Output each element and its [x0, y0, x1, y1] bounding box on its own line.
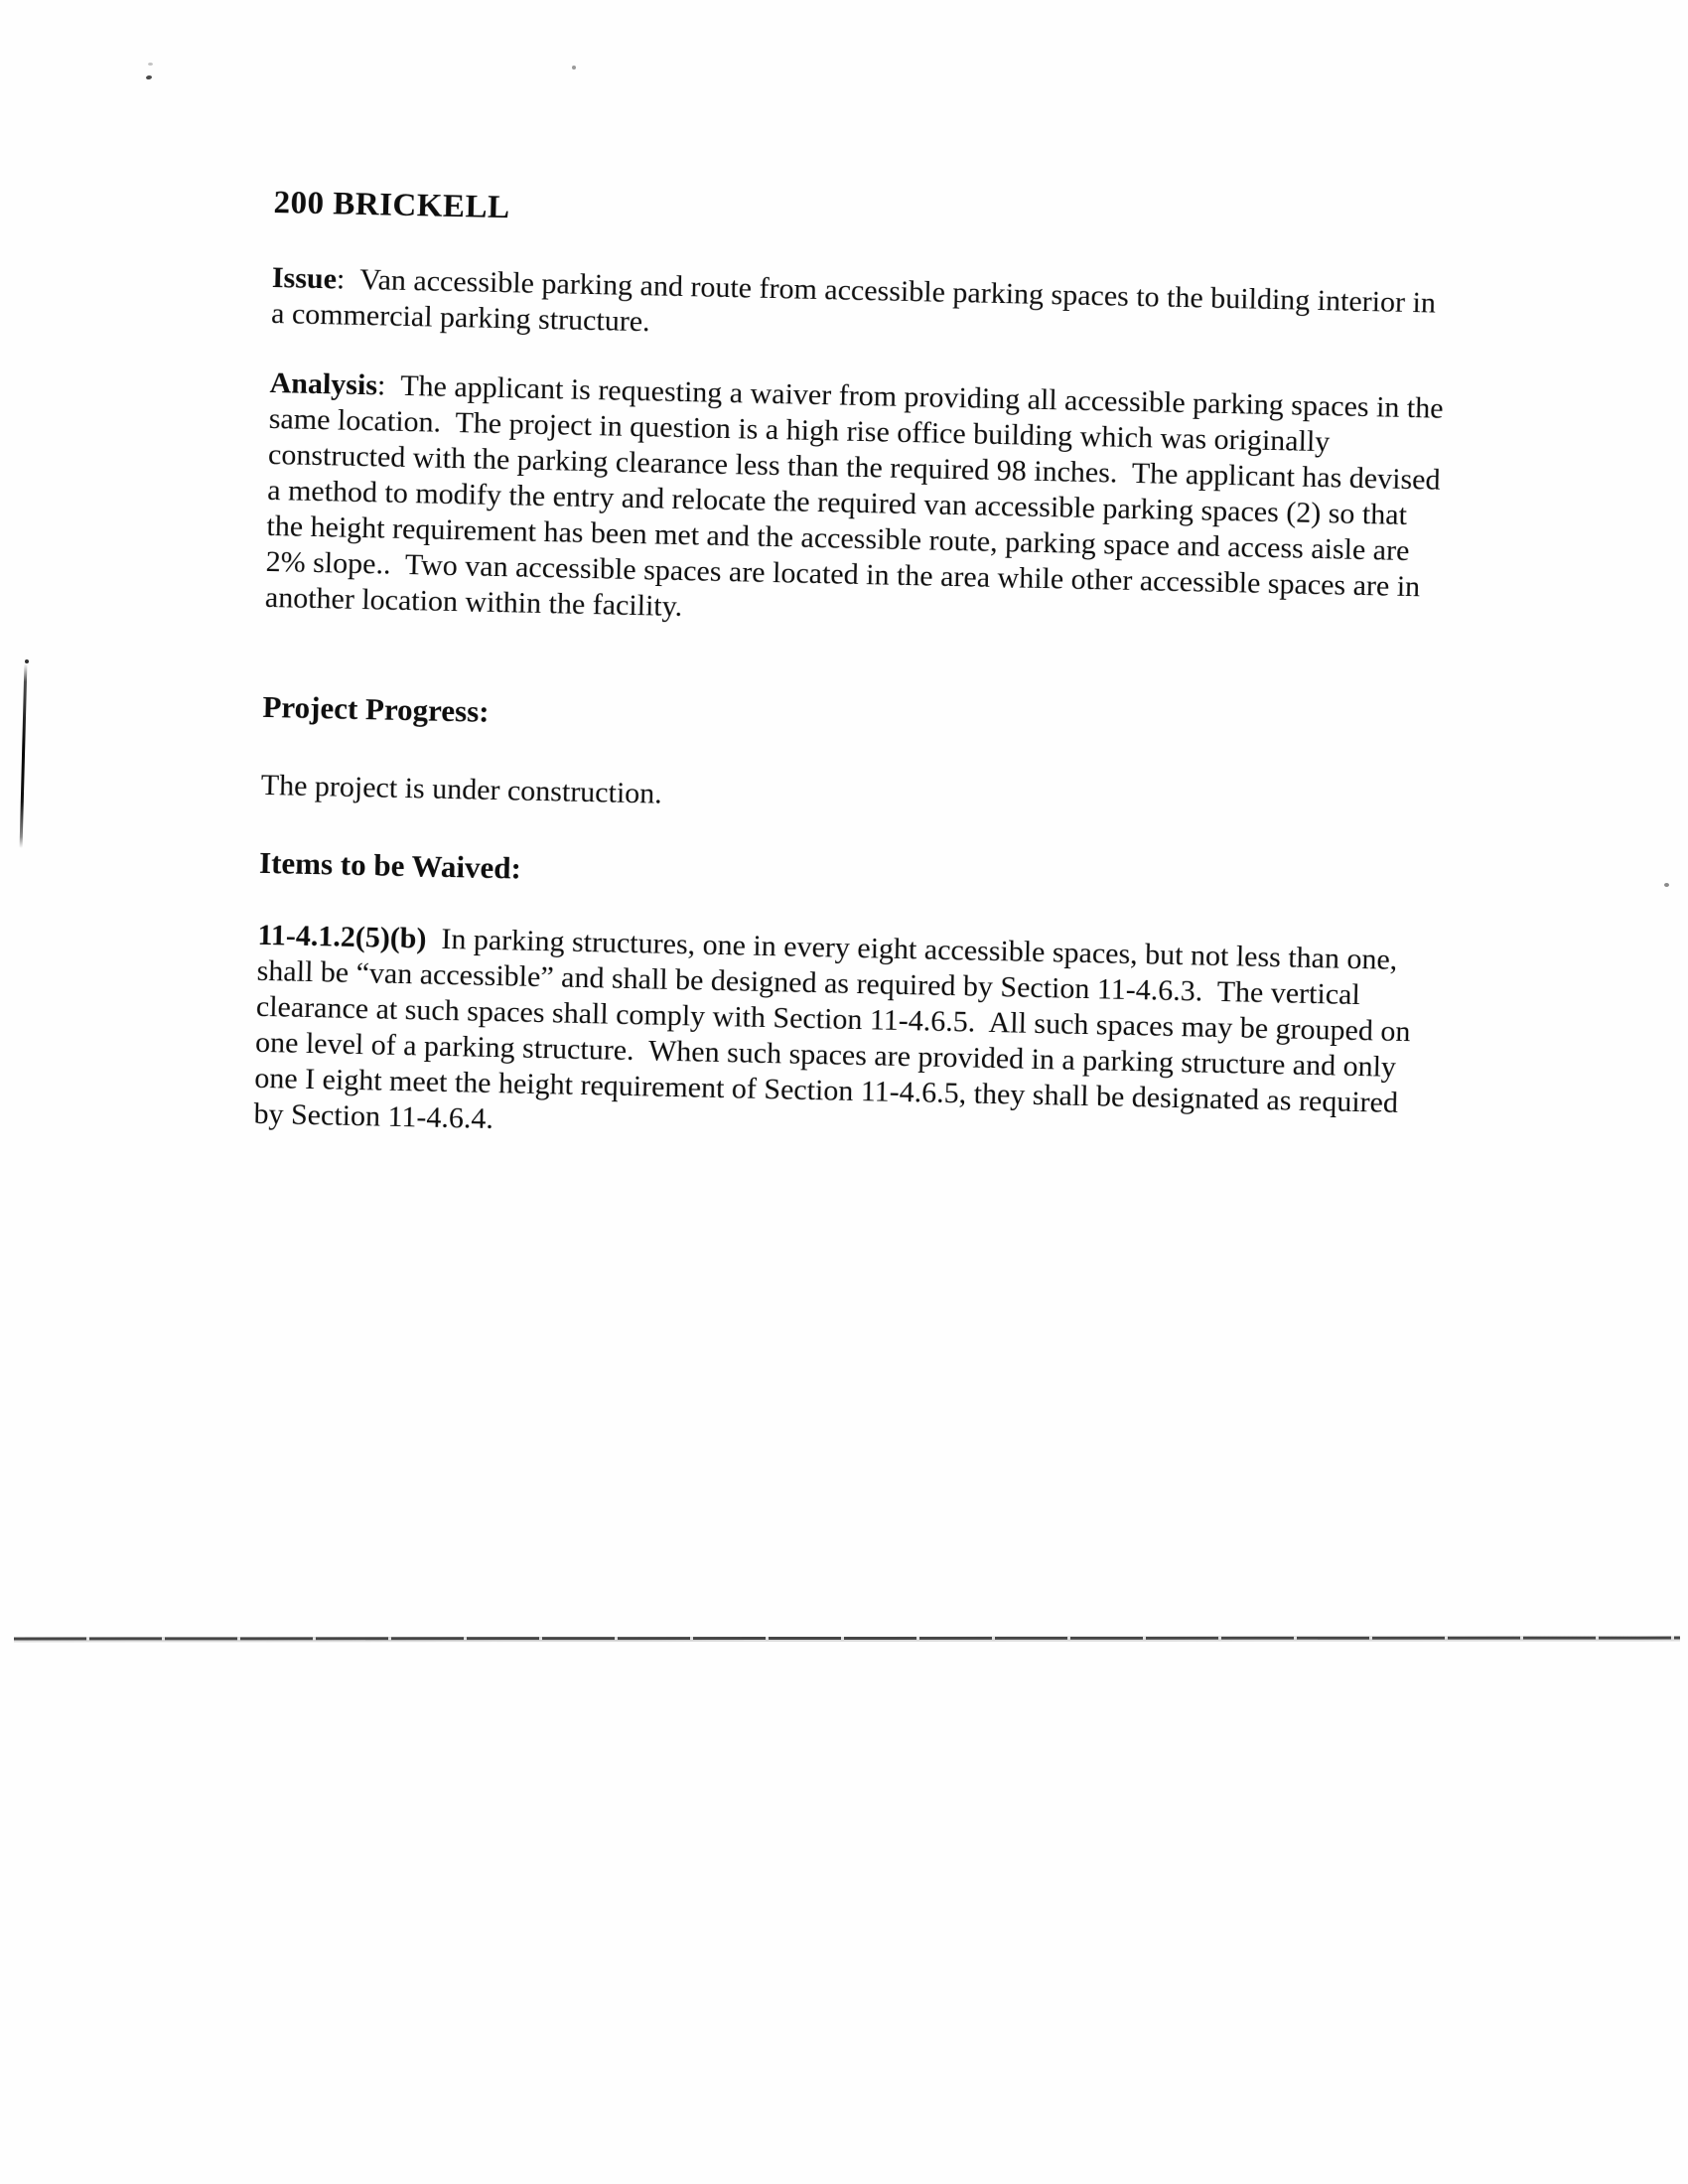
document-title: 200 BRICKELL	[273, 185, 510, 226]
analysis-label: Analysis	[269, 365, 378, 402]
issue-separator: :	[336, 262, 346, 296]
analysis-text: The applicant is requesting a waiver from providing all accessible parking spaces in the same location. The project in question is a high rise office building which was originally constructed with the parking clearance less than the required 98 inches. The applicant has devised a method to modify the entry and relocate the required van accessible parking spaces (2) so that the height requirement has been met and the accessible route, parking space and access aisle are 2% slope.. Two van accessible spaces are located in the area while other accessible spaces are in another location within the facility.	[264, 368, 1452, 624]
scan-speck	[1664, 883, 1669, 887]
waived-item-text: In parking structures, one in every eight accessible spaces, but not less than one, shall be “van accessible” and shall be designed as required by Section 11-4.6.3. The vertical clearance at such spaces shall comply with Section 11-4.6.5. All such spaces may be grouped on one level of a parking structure. When such spaces are provided in a parking structure and only one I eight meet the height requirement of Section 11-4.6.5, they shall be designated as required by Section 11-4.6.4.	[253, 922, 1419, 1136]
issue-label: Issue	[271, 260, 338, 296]
scan-speck	[148, 63, 153, 66]
waived-item-paragraph	[253, 918, 1434, 1158]
analysis-paragraph	[264, 365, 1452, 642]
scan-speck	[25, 659, 29, 663]
issue-paragraph	[271, 260, 1449, 358]
scan-streak-artifact	[20, 663, 28, 848]
scan-speck	[572, 66, 576, 70]
project-progress-heading: Project Progress:	[262, 688, 490, 729]
analysis-separator: :	[376, 368, 386, 402]
document-content	[253, 185, 1451, 1158]
items-to-be-waived-heading: Items to be Waived:	[258, 844, 522, 886]
waived-item-code: 11-4.1.2(5)(b)	[257, 918, 427, 955]
project-progress-text: The project is under construction.	[260, 768, 663, 810]
issue-text: Van accessible parking and route from accessible parking spaces to the building interior in a commercial parking structure.	[270, 262, 1444, 339]
page-divider	[14, 1637, 1680, 1641]
scan-speck	[146, 75, 153, 80]
